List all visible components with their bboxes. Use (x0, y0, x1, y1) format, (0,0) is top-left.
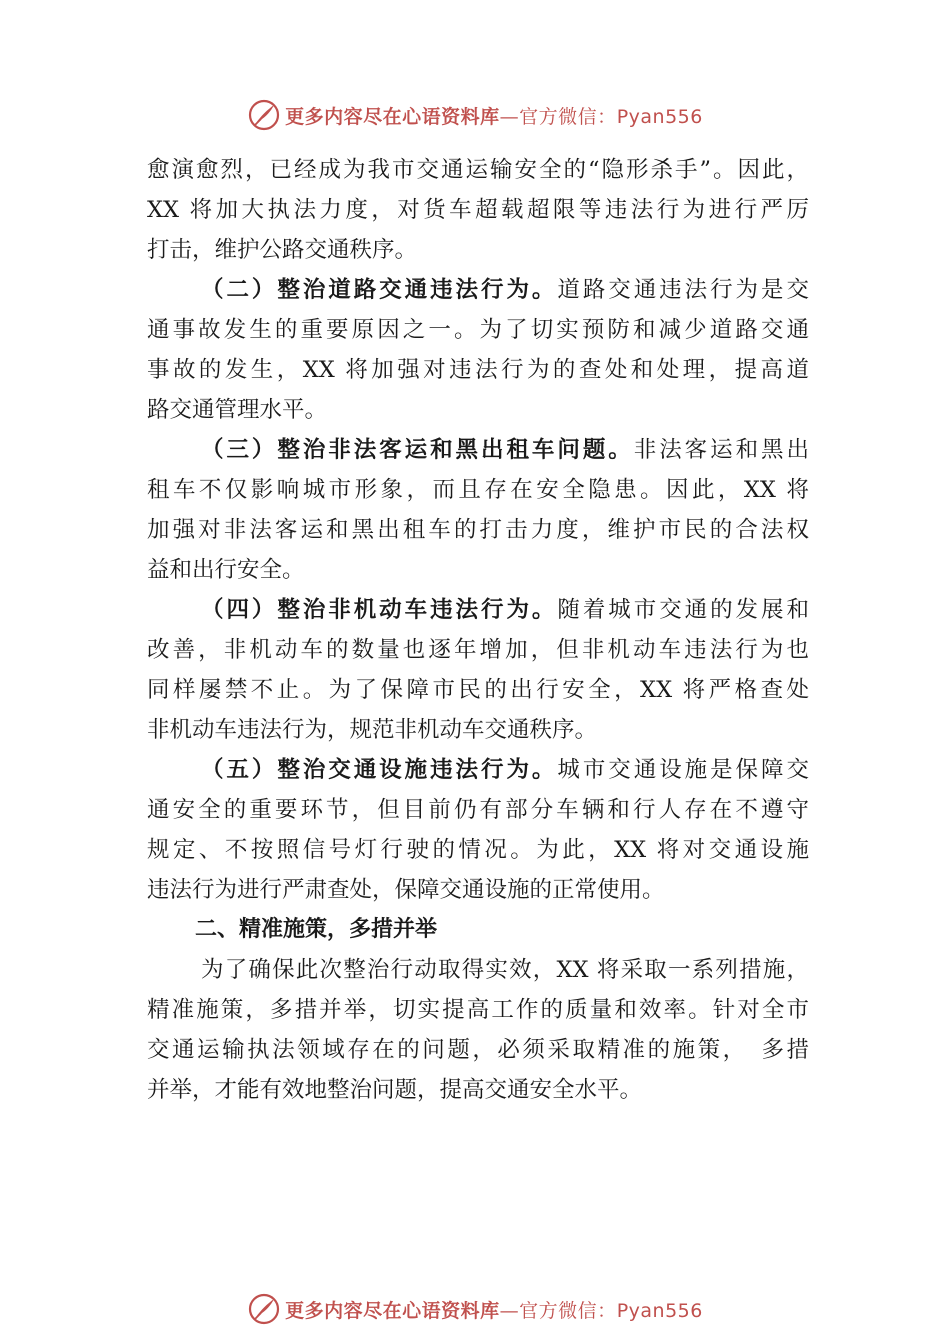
watermark-wechat-id: Pyan556 (616, 105, 703, 128)
text-line: 规定、不按照信号灯行驶的情况。为此，XX 将对交通设施 (147, 837, 809, 863)
text-line: 加强对非法客运和黑出租车的打击力度，维护市民的合法权 (147, 517, 809, 543)
text-line: 事故的发生，XX 将加强对违法行为的查处和处理，提高道 (147, 357, 809, 383)
watermark-wechat-label: —官方微信： (499, 1299, 617, 1322)
paragraph-text: 道路交通违法行为是交 (557, 277, 809, 303)
paragraph (147, 270, 809, 430)
text-line: 精准施策，多措并举，切实提高工作的质量和效率。针对全市 (147, 997, 809, 1023)
text-line: 打击，维护公路交通秩序。 (147, 237, 418, 263)
paragraph (147, 590, 809, 750)
watermark-library-name: 更多内容尽在心语资料库 (285, 105, 500, 128)
header-watermark (0, 95, 950, 135)
paragraph-text: 随着城市交通的发展和 (557, 597, 809, 623)
text-line (147, 750, 809, 790)
paragraph-lead: （二）整治道路交通违法行为。 (201, 277, 558, 303)
text-line: 通安全的重要环节，但目前仍有部分车辆和行人存在不遵守 (147, 797, 809, 823)
watermark-wechat-label: —官方微信： (499, 105, 617, 128)
watermark-wechat-id: Pyan556 (616, 1299, 703, 1322)
text-line: 愈演愈烈，已经成为我市交通运输安全的“隐形杀手”。因此， (147, 157, 809, 183)
paragraph-lead: （四）整治非机动车违法行为。 (201, 597, 558, 623)
watermark-library-name: 更多内容尽在心语资料库 (285, 1299, 500, 1322)
text-line: 改善，非机动车的数量也逐年增加，但非机动车违法行为也 (147, 637, 809, 663)
quill-seal-icon (247, 98, 281, 132)
paragraph-lead: （三）整治非法客运和黑出租车问题。 (201, 437, 634, 463)
text-line (147, 590, 809, 630)
text-line: 租车不仅影响城市形象，而且存在安全隐患。因此，XX 将 (147, 477, 809, 503)
text-line: XX 将加大执法力度，对货车超载超限等违法行为进行严厉 (147, 197, 809, 223)
footer-watermark (0, 1289, 950, 1329)
document-body (147, 150, 809, 1110)
text-line: 违法行为进行严肃查处，保障交通设施的正常使用。 (147, 877, 665, 903)
watermark-text (285, 102, 703, 129)
text-line: 通事故发生的重要原因之一。为了切实预防和减少道路交通 (147, 317, 809, 343)
text-line: 非机动车违法行为，规范非机动车交通秩序。 (147, 717, 598, 743)
text-line: 路交通管理水平。 (147, 397, 328, 423)
text-line: 并举，才能有效地整治问题，提高交通安全水平。 (147, 1077, 643, 1103)
paragraph (147, 750, 809, 910)
paragraph-text: 非法客运和黑出 (633, 437, 809, 463)
text-line (147, 270, 809, 310)
paragraph (147, 430, 809, 590)
paragraph (147, 950, 809, 1110)
watermark-text (285, 1296, 703, 1323)
paragraph-lead: （五）整治交通设施违法行为。 (201, 757, 558, 783)
text-line: 同样屡禁不止。为了保障市民的出行安全，XX 将严格查处 (147, 677, 809, 703)
text-line (147, 430, 809, 470)
paragraph (147, 150, 809, 270)
text-line: 益和出行安全。 (147, 557, 305, 583)
quill-seal-icon (247, 1292, 281, 1326)
paragraph-text: 城市交通设施是保障交 (557, 757, 809, 783)
section-heading: 二、精准施策，多措并举 (195, 917, 438, 942)
text-line: 交通运输执法领域存在的问题，必须采取精准的施策， 多措 (147, 1037, 809, 1063)
text-line: 为了确保此次整治行动取得实效，XX 将采取一系列措施， (201, 957, 809, 983)
